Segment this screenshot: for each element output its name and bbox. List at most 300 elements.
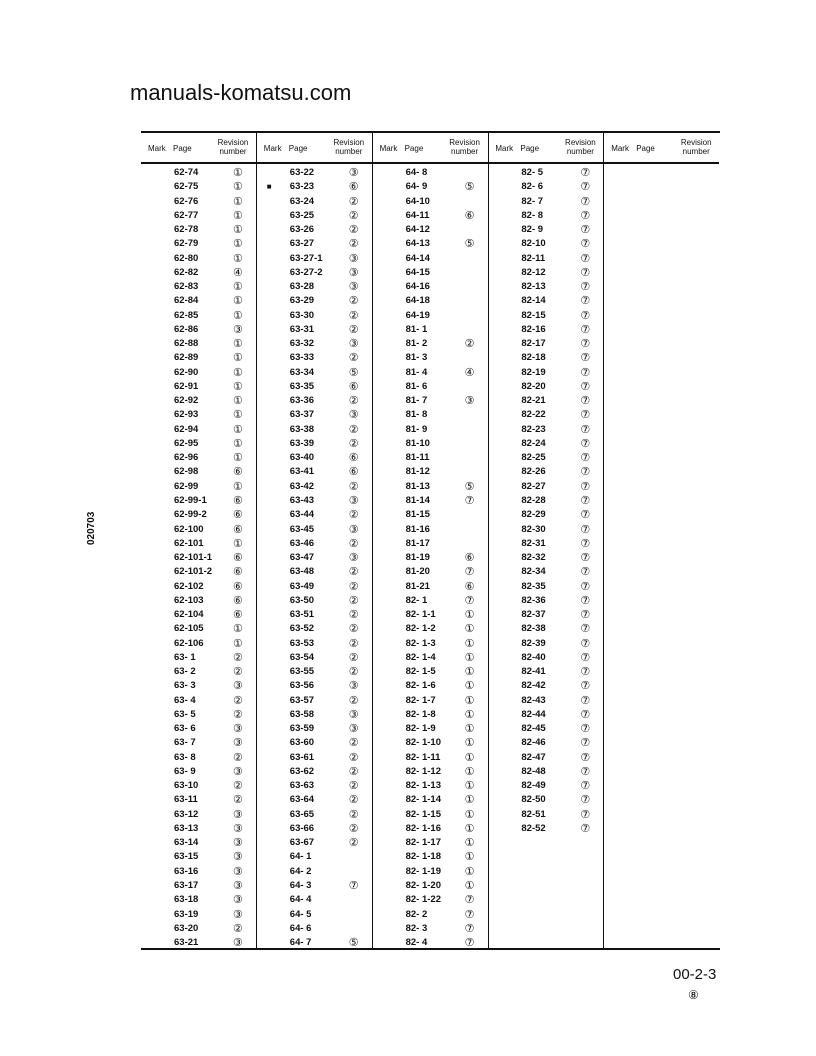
row-revision: ②	[348, 580, 359, 593]
row-revision: ②	[233, 751, 243, 764]
row-page: 64- 2	[289, 865, 312, 877]
row-page: 63-15	[174, 851, 199, 863]
row-revision: ③	[233, 908, 243, 921]
row-revision: ⑦	[580, 552, 591, 565]
table-row	[257, 537, 372, 551]
row-page: 63-66	[289, 822, 315, 834]
row-revision: ②	[348, 737, 359, 750]
row-page: 64- 9	[405, 181, 428, 193]
row-revision: ⑦	[580, 637, 591, 650]
row-revision: ②	[348, 637, 359, 650]
table-row	[257, 879, 372, 893]
table-row	[373, 622, 488, 636]
table-row	[257, 836, 372, 850]
header-mark: Mark	[495, 144, 514, 153]
header-revision: Revision number	[565, 138, 596, 156]
table-row	[488, 608, 603, 622]
row-revision: ②	[348, 566, 359, 579]
table-row	[141, 594, 256, 608]
row-revision: ①	[464, 880, 475, 892]
table-row	[257, 337, 372, 351]
table-row	[257, 908, 372, 922]
row-revision: ⑦	[580, 352, 591, 365]
row-page: 63-44	[289, 509, 315, 521]
row-revision: ①	[464, 666, 475, 679]
table-row	[257, 195, 372, 209]
row-page: 62-94	[174, 423, 199, 435]
row-page: 82-50	[521, 794, 546, 806]
row-revision: ①	[233, 181, 243, 194]
row-page: 81- 1	[405, 323, 428, 335]
row-page: 63-20	[174, 922, 199, 934]
row-revision: ⑦	[580, 680, 591, 693]
row-page: 62-102	[174, 580, 204, 592]
row-revision: ⑦	[580, 494, 591, 507]
row-revision: ①	[464, 680, 475, 693]
table-row	[141, 893, 256, 907]
row-revision: ②	[348, 666, 359, 679]
row-page: 63-29	[289, 295, 315, 307]
table-row	[488, 366, 603, 380]
row-revision: ②	[348, 352, 359, 365]
row-page: 82- 1-20	[405, 880, 441, 891]
table-row	[373, 195, 488, 209]
row-page: 63-47	[289, 552, 315, 564]
row-page: 81-13	[405, 480, 430, 492]
row-page: 82- 6	[521, 181, 544, 193]
row-revision: ⑥	[233, 566, 243, 579]
table-row	[257, 565, 372, 579]
row-revision: ②	[348, 323, 359, 336]
row-revision: ⑦	[580, 323, 591, 336]
row-page: 63- 4	[174, 694, 196, 706]
table-row	[257, 622, 372, 636]
row-page: 63-59	[289, 723, 315, 735]
table-row	[257, 294, 372, 308]
table-row	[488, 722, 603, 736]
row-revision: ⑥	[348, 380, 359, 393]
table-row	[257, 465, 372, 479]
table-row	[373, 708, 488, 722]
row-page: 64- 1	[289, 851, 312, 863]
table-row	[141, 309, 256, 323]
row-revision: ①	[464, 694, 475, 707]
table-row	[488, 793, 603, 807]
row-revision: ①	[233, 281, 243, 294]
row-page: 82-30	[521, 523, 546, 535]
row-page: 63-21	[174, 937, 199, 949]
row-page: 82- 1-1	[405, 609, 436, 621]
table-row	[373, 679, 488, 693]
row-revision: ②	[348, 808, 359, 821]
table-row	[141, 637, 256, 651]
row-page: 82-49	[521, 780, 546, 792]
row-revision: ①	[464, 723, 475, 736]
row-revision: ⑦	[580, 751, 591, 764]
row-page: 63-16	[174, 865, 199, 877]
row-revision: ⑦	[580, 723, 591, 736]
table-row	[373, 722, 488, 736]
table-row	[488, 551, 603, 565]
row-revision: ①	[464, 822, 475, 835]
row-page: 82-17	[521, 338, 546, 350]
table-row	[141, 736, 256, 750]
row-page: 62-101	[174, 537, 204, 549]
row-page: 62-100	[174, 523, 204, 535]
table-row	[488, 223, 603, 237]
row-page: 63-30	[289, 309, 315, 321]
row-page: 82-26	[521, 466, 546, 478]
table-row	[257, 523, 372, 537]
row-revision: ②	[348, 765, 359, 778]
table-row	[373, 694, 488, 708]
table-row	[257, 480, 372, 494]
table-column	[141, 133, 257, 948]
row-page: 82- 1-19	[405, 865, 441, 877]
row-page: 63-23	[289, 181, 315, 193]
row-revision: ⑦	[580, 794, 591, 807]
row-revision: ⑦	[580, 480, 591, 493]
row-page: 62-99	[174, 480, 199, 492]
table-row	[373, 294, 488, 308]
table-row	[257, 451, 372, 465]
row-revision: ⑦	[580, 694, 591, 707]
row-page: 81-17	[405, 537, 430, 549]
row-page: 64-15	[405, 266, 430, 278]
row-page: 63-43	[289, 494, 315, 506]
table-row	[373, 736, 488, 750]
row-page: 63-35	[289, 380, 315, 392]
row-revision: ①	[464, 794, 475, 807]
table-row	[257, 765, 372, 779]
row-revision: ①	[464, 780, 475, 793]
row-revision: ②	[233, 922, 243, 935]
row-page: 81-12	[405, 466, 430, 478]
row-revision: ⑦	[580, 737, 591, 750]
table-row	[141, 280, 256, 294]
header-page: Page	[173, 144, 192, 153]
row-page: 82-19	[521, 366, 546, 378]
row-page: 64-18	[405, 295, 430, 307]
table-row	[373, 893, 488, 907]
table-column	[604, 133, 719, 948]
table-row	[488, 437, 603, 451]
table-row	[488, 637, 603, 651]
table-row	[257, 822, 372, 836]
table-row	[373, 779, 488, 793]
table-row	[141, 850, 256, 864]
table-row	[257, 580, 372, 594]
table-row	[257, 665, 372, 679]
row-revision: ⑥	[233, 523, 243, 536]
row-page: 82- 2	[405, 908, 428, 920]
revision-table	[141, 131, 720, 950]
row-revision: ⑤	[348, 366, 359, 379]
table-row	[257, 237, 372, 251]
row-page: 82-36	[521, 594, 546, 606]
row-revision: ⑦	[580, 295, 591, 308]
row-page: 63-27-1	[289, 252, 323, 264]
row-revision: ②	[348, 651, 359, 664]
table-row	[488, 808, 603, 822]
row-revision: ①	[233, 366, 243, 379]
row-revision: ①	[233, 380, 243, 393]
row-page: 82-38	[521, 623, 546, 635]
row-revision: ③	[348, 338, 359, 351]
row-page: 82- 1-13	[405, 780, 441, 792]
table-row	[141, 223, 256, 237]
row-page: 82-46	[521, 737, 546, 749]
table-row	[257, 779, 372, 793]
column-header	[141, 133, 256, 164]
row-revision: ⑦	[580, 537, 591, 550]
row-page: 63-39	[289, 437, 315, 449]
row-revision: ⑥	[464, 209, 475, 222]
table-row	[141, 294, 256, 308]
row-revision: ②	[348, 694, 359, 707]
row-revision: ⑦	[580, 423, 591, 436]
row-mark: ■	[266, 182, 272, 192]
row-revision: ③	[348, 680, 359, 693]
row-revision: ⑦	[580, 224, 591, 237]
table-row	[373, 323, 488, 337]
row-revision: ①	[464, 637, 475, 650]
table-row	[488, 337, 603, 351]
table-row	[141, 480, 256, 494]
row-page: 82-25	[521, 452, 546, 464]
row-page: 62-86	[174, 323, 199, 335]
row-page: 82-27	[521, 480, 546, 492]
header-mark: Mark	[148, 144, 166, 153]
table-row	[141, 694, 256, 708]
header-mark: Mark	[379, 144, 398, 153]
row-revision: ②	[348, 794, 359, 807]
row-revision: ③	[348, 281, 359, 294]
table-row	[141, 252, 256, 266]
row-page: 81- 2	[405, 338, 428, 350]
table-row	[373, 879, 488, 893]
row-revision: ①	[233, 423, 243, 436]
table-row	[257, 223, 372, 237]
row-revision: ⑦	[580, 708, 591, 721]
row-page: 63-10	[174, 780, 199, 792]
row-revision: ⑦	[580, 238, 591, 251]
table-row	[257, 423, 372, 437]
row-page: 63-56	[289, 680, 315, 692]
row-page: 82-29	[521, 509, 546, 521]
row-page: 62-99-2	[174, 509, 207, 521]
row-revision: ①	[464, 851, 475, 864]
row-page: 82- 1-18	[405, 851, 441, 863]
row-page: 63-32	[289, 338, 315, 350]
row-revision: ⑥	[233, 466, 243, 479]
header-revision: Revision number	[217, 138, 249, 156]
row-revision: ①	[233, 295, 243, 308]
row-page: 81-20	[405, 566, 430, 578]
table-row	[488, 408, 603, 422]
row-page: 82- 1-12	[405, 765, 441, 777]
row-revision: ②	[348, 423, 359, 436]
row-revision: ⑦	[580, 594, 591, 607]
table-row	[141, 380, 256, 394]
table-row	[488, 651, 603, 665]
table-row	[488, 736, 603, 750]
row-page: 81- 7	[405, 395, 428, 407]
row-page: 64- 4	[289, 894, 312, 906]
row-revision: ③	[233, 851, 243, 864]
row-page: 63-46	[289, 537, 315, 549]
row-page: 64- 3	[289, 880, 312, 891]
row-revision: ②	[348, 238, 359, 251]
row-page: 82-18	[521, 352, 546, 364]
row-revision: ⑦	[580, 252, 591, 265]
row-revision: ⑤	[348, 937, 359, 950]
row-page: 63-33	[289, 352, 315, 364]
table-row	[488, 451, 603, 465]
row-page: 82- 1	[405, 594, 428, 606]
row-page: 82-16	[521, 323, 546, 335]
row-revision: ③	[233, 765, 243, 778]
row-revision: ⑦	[580, 181, 591, 194]
table-row	[257, 708, 372, 722]
row-page: 62-85	[174, 309, 199, 321]
table-row	[257, 736, 372, 750]
row-page: 81- 6	[405, 380, 428, 392]
table-row	[488, 323, 603, 337]
table-row	[141, 180, 256, 194]
table-row	[257, 252, 372, 266]
table-row	[141, 879, 256, 893]
table-row	[373, 309, 488, 323]
row-page: 63-31	[289, 323, 315, 335]
row-revision: ⑦	[580, 808, 591, 821]
row-revision: ②	[464, 338, 475, 351]
row-revision: ⑦	[464, 908, 475, 921]
row-revision: ①	[233, 238, 243, 251]
table-row	[488, 508, 603, 522]
row-page: 81- 3	[405, 352, 428, 364]
row-revision: ①	[233, 309, 243, 322]
row-page: 82- 1-8	[405, 708, 436, 720]
table-row	[488, 665, 603, 679]
table-row	[141, 580, 256, 594]
table-row	[373, 480, 488, 494]
table-row	[257, 751, 372, 765]
row-page: 81-19	[405, 552, 430, 564]
row-page: 82-32	[521, 552, 546, 564]
table-row	[141, 836, 256, 850]
row-page: 63- 8	[174, 751, 196, 763]
row-page: 63-45	[289, 523, 315, 535]
row-page: 62-95	[174, 437, 199, 449]
table-row	[373, 865, 488, 879]
table-row	[373, 351, 488, 365]
table-row	[141, 394, 256, 408]
row-page: 63-41	[289, 466, 315, 478]
row-revision: ③	[348, 494, 359, 507]
row-revision: ⑦	[464, 566, 475, 579]
table-row	[141, 337, 256, 351]
row-page: 63-18	[174, 894, 199, 906]
row-page: 82- 1-14	[405, 794, 441, 806]
row-revision: ③	[348, 523, 359, 536]
table-row	[488, 523, 603, 537]
row-revision: ①	[233, 167, 243, 179]
row-page: 63-17	[174, 880, 199, 891]
row-page: 62-99-1	[174, 494, 207, 506]
row-page: 63- 3	[174, 680, 196, 692]
table-row	[141, 708, 256, 722]
table-row	[257, 594, 372, 608]
table-row	[373, 850, 488, 864]
table-row	[257, 922, 372, 936]
table-row	[488, 622, 603, 636]
table-row	[488, 309, 603, 323]
row-revision: ②	[348, 780, 359, 793]
row-page: 62-88	[174, 338, 199, 350]
table-row	[488, 480, 603, 494]
table-row	[141, 665, 256, 679]
row-page: 82- 3	[405, 922, 428, 934]
row-revision: ①	[233, 338, 243, 351]
row-page: 63- 5	[174, 708, 196, 720]
table-row	[488, 494, 603, 508]
row-page: 63-27	[289, 238, 315, 250]
row-revision: ⑦	[580, 651, 591, 664]
row-revision: ①	[464, 865, 475, 878]
table-row	[257, 551, 372, 565]
table-row	[257, 280, 372, 294]
table-row	[373, 751, 488, 765]
row-page: 62-91	[174, 380, 199, 392]
row-page: 63-63	[289, 780, 315, 792]
table-row	[257, 380, 372, 394]
row-revision: ①	[233, 224, 243, 237]
table-row	[373, 223, 488, 237]
table-row	[373, 637, 488, 651]
row-revision: ②	[348, 837, 359, 850]
row-revision: ①	[464, 751, 475, 764]
row-revision: ⑦	[580, 523, 591, 536]
row-revision: ⑦	[580, 281, 591, 294]
row-page: 62-82	[174, 266, 199, 278]
row-revision: ①	[233, 537, 243, 550]
table-row	[488, 252, 603, 266]
table-row	[141, 195, 256, 209]
table-row	[141, 679, 256, 693]
row-page: 63-64	[289, 794, 315, 806]
row-revision: ⑦	[580, 765, 591, 778]
row-page: 81-11	[405, 452, 430, 464]
row-page: 81-14	[405, 494, 430, 506]
table-row	[373, 408, 488, 422]
row-page: 81- 4	[405, 366, 428, 378]
table-row	[373, 494, 488, 508]
table-row	[488, 580, 603, 594]
table-row	[488, 751, 603, 765]
row-revision: ③	[233, 837, 243, 850]
table-row	[257, 366, 372, 380]
table-row	[373, 565, 488, 579]
header-page: Page	[636, 144, 655, 153]
table-row	[373, 252, 488, 266]
row-page: 82-31	[521, 537, 546, 549]
table-row	[257, 309, 372, 323]
table-row	[141, 651, 256, 665]
row-page: 63-38	[289, 423, 315, 435]
table-row	[141, 494, 256, 508]
row-page: 82-15	[521, 309, 546, 321]
